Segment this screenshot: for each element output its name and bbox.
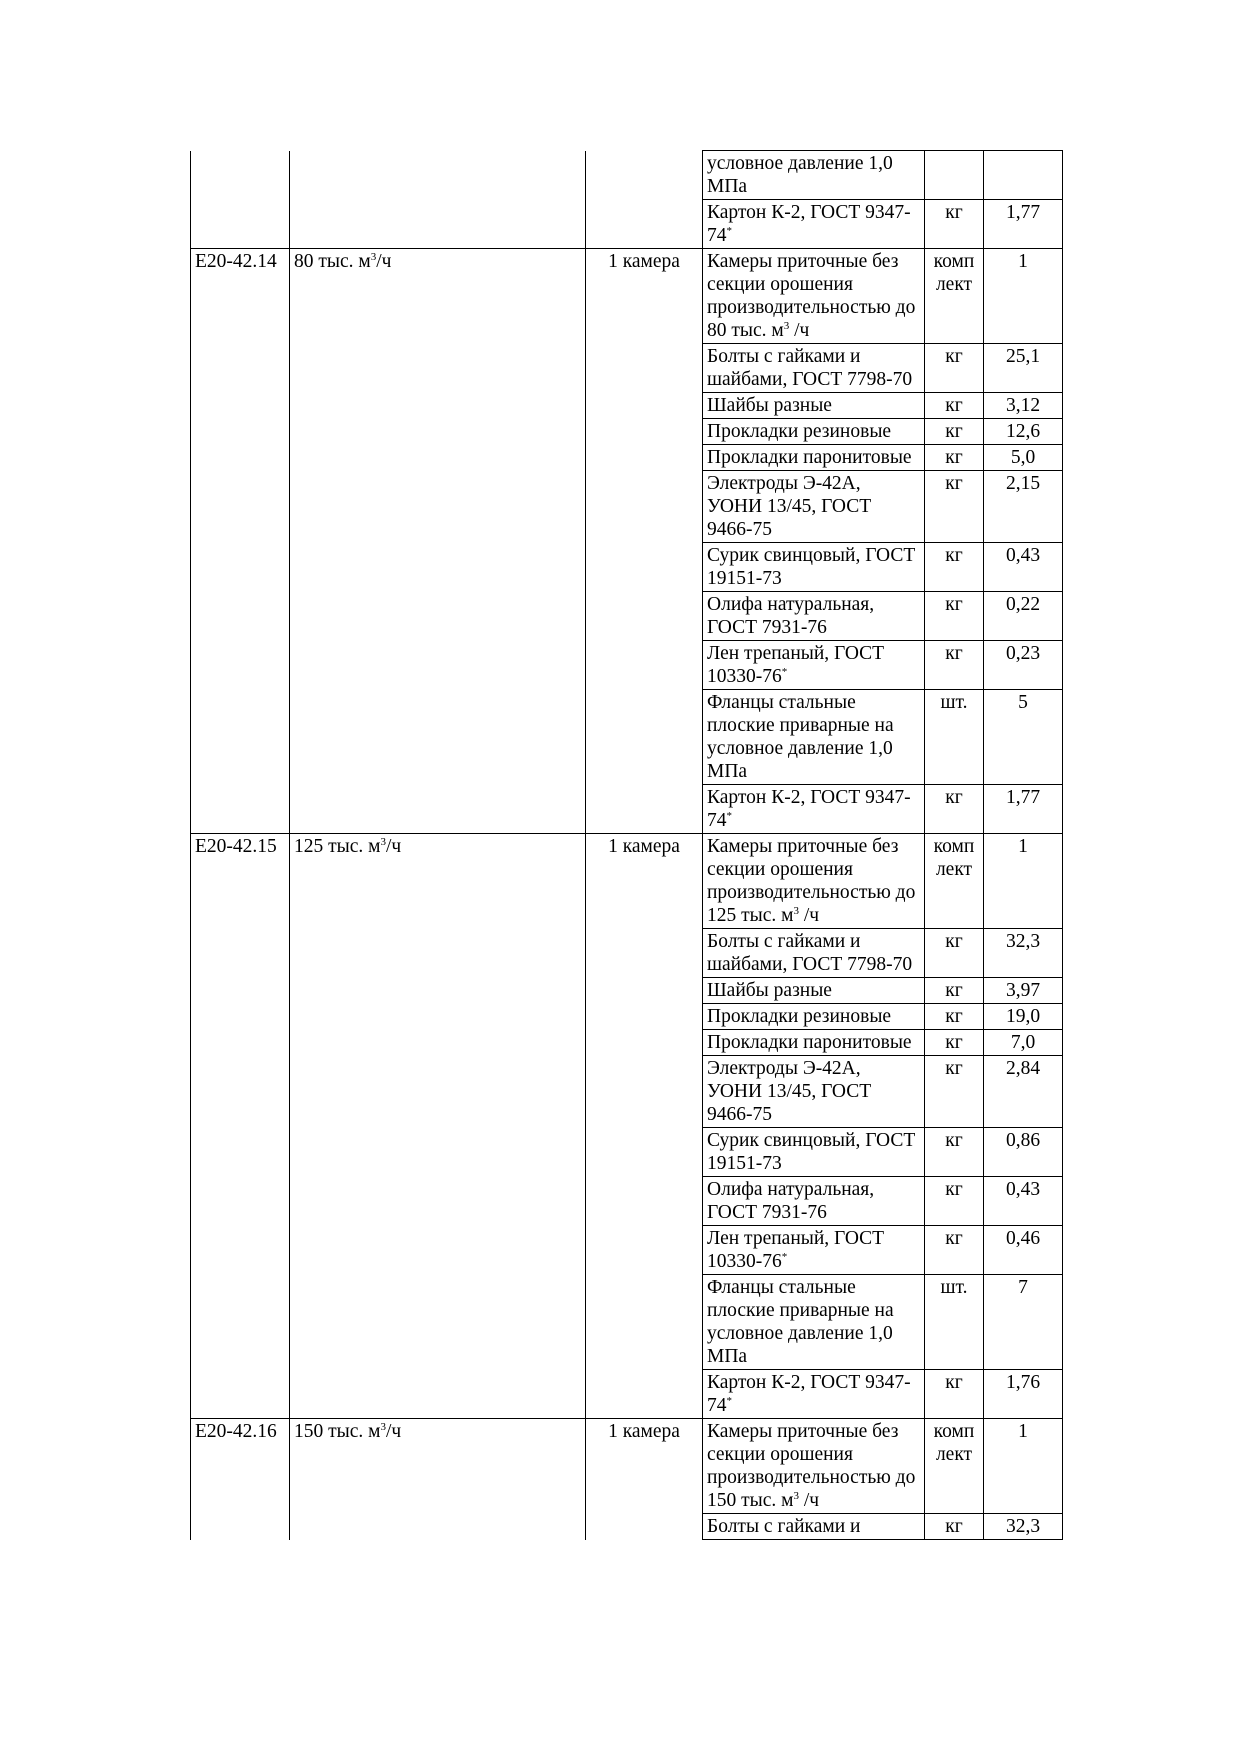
- meter-unit-cell: [586, 344, 703, 393]
- resource-name: Камеры приточные без секции орошения производительностью до 150 тыс. м: [707, 1421, 916, 1511]
- rate-code-cell: [191, 543, 290, 592]
- quantity-cell: [984, 1128, 1063, 1177]
- resource-name-cell: [703, 1030, 925, 1056]
- table-row: [191, 1275, 1063, 1370]
- work-name: 125 тыс. м: [294, 836, 381, 857]
- resource-unit-cell: [925, 592, 984, 641]
- quantity: 1,76: [1005, 1372, 1041, 1393]
- resource-unit: кг: [945, 1130, 963, 1151]
- resource-unit-cell: [925, 543, 984, 592]
- work-name-cell: [290, 1275, 586, 1370]
- resource-name: Сурик свинцовый, ГОСТ 19151-73: [707, 545, 916, 589]
- resource-name-cell: [703, 393, 925, 419]
- meter-unit: 1 камера: [608, 251, 680, 272]
- quantity-cell: [984, 1177, 1063, 1226]
- work-name-cell: [290, 249, 586, 344]
- quantity: 1,77: [1005, 787, 1041, 808]
- rate-code-cell: [191, 471, 290, 543]
- rate-code-cell: [191, 419, 290, 445]
- table-row: [191, 1056, 1063, 1128]
- rate-code-cell: [191, 785, 290, 834]
- resource-unit-cell: [925, 929, 984, 978]
- work-name-cell: [290, 419, 586, 445]
- rate-code: Е20-42.15: [195, 836, 277, 857]
- resource-name-cell: [703, 1370, 925, 1419]
- rate-code-cell: [191, 834, 290, 929]
- work-name-cell: [290, 978, 586, 1004]
- table-row: [191, 785, 1063, 834]
- work-name-cell: [290, 785, 586, 834]
- quantity-cell: [984, 344, 1063, 393]
- quantity: 0,43: [1005, 545, 1041, 566]
- resource-name-tail: /ч: [789, 320, 810, 341]
- work-name-cell: [290, 1128, 586, 1177]
- resource-superscript: *: [781, 1251, 788, 1263]
- quantity: 3,12: [1005, 395, 1041, 416]
- resource-unit: кг: [945, 421, 963, 442]
- meter-unit-cell: [586, 1004, 703, 1030]
- resource-name: Картон К-2, ГОСТ 9347-74: [707, 202, 911, 246]
- quantity-cell: [984, 1514, 1063, 1540]
- work-name-cell: [290, 393, 586, 419]
- resource-name-cell: [703, 785, 925, 834]
- quantity-cell: [984, 1275, 1063, 1370]
- resource-superscript: 3: [793, 905, 799, 917]
- quantity: 2,84: [1005, 1058, 1041, 1079]
- resource-unit: кг: [945, 545, 963, 566]
- work-name-cell: [290, 151, 586, 200]
- resource-unit: кг: [945, 1179, 963, 1200]
- resource-unit: кг: [945, 594, 963, 615]
- meter-unit: 1 камера: [608, 1421, 680, 1442]
- quantity-cell: [984, 151, 1063, 200]
- meter-unit: 1 камера: [608, 836, 680, 857]
- quantity-cell: [984, 785, 1063, 834]
- resource-name: условное давление 1,0 МПа: [707, 153, 893, 197]
- resource-name: Олифа натуральная, ГОСТ 7931-76: [707, 1179, 875, 1223]
- rate-code-cell: [191, 1056, 290, 1128]
- meter-unit-cell: [586, 151, 703, 200]
- resource-name: Электроды Э-42А, УОНИ 13/45, ГОСТ 9466-75: [707, 1058, 872, 1125]
- resource-unit: кг: [945, 787, 963, 808]
- quantity: 5: [1018, 692, 1028, 713]
- quantity: 19,0: [1005, 1006, 1041, 1027]
- resource-unit-cell: [925, 690, 984, 785]
- resource-unit-cell: [925, 1128, 984, 1177]
- table-row: [191, 1370, 1063, 1419]
- table-row: [191, 249, 1063, 344]
- resource-unit: кг: [945, 202, 963, 223]
- quantity-cell: [984, 200, 1063, 249]
- quantity-cell: [984, 1419, 1063, 1514]
- table-row: [191, 200, 1063, 249]
- resource-name-cell: [703, 1419, 925, 1514]
- resource-unit: кг: [945, 1058, 963, 1079]
- resource-name: Камеры приточные без секции орошения производительностью до 125 тыс. м: [707, 836, 916, 926]
- work-name-cell: [290, 471, 586, 543]
- rate-code-cell: [191, 1177, 290, 1226]
- resource-name-cell: [703, 344, 925, 393]
- resource-name-cell: [703, 1177, 925, 1226]
- resource-name-cell: [703, 1226, 925, 1275]
- resource-unit: комп лект: [933, 1421, 975, 1465]
- work-name: 80 тыс. м: [294, 251, 371, 272]
- meter-unit-cell: [586, 1514, 703, 1540]
- resource-unit: кг: [945, 346, 963, 367]
- work-name-superscript: 3: [380, 1421, 386, 1433]
- work-name-cell: [290, 690, 586, 785]
- norms-table-body: [191, 151, 1063, 1540]
- meter-unit-cell: [586, 1056, 703, 1128]
- resource-name-cell: [703, 978, 925, 1004]
- table-row: [191, 1128, 1063, 1177]
- rate-code-cell: [191, 690, 290, 785]
- work-name-cell: [290, 1419, 586, 1514]
- resource-name: Шайбы разные: [707, 395, 832, 416]
- quantity: 7,0: [1010, 1032, 1036, 1053]
- work-name-cell: [290, 344, 586, 393]
- resource-name-cell: [703, 445, 925, 471]
- table-row: [191, 641, 1063, 690]
- resource-name: Картон К-2, ГОСТ 9347-74: [707, 787, 911, 831]
- quantity-cell: [984, 1056, 1063, 1128]
- rate-code-cell: [191, 445, 290, 471]
- resource-superscript: *: [726, 225, 732, 237]
- resource-unit: шт.: [940, 692, 968, 713]
- resource-name-cell: [703, 1056, 925, 1128]
- quantity: 25,1: [1005, 346, 1041, 367]
- work-name-cell: [290, 445, 586, 471]
- meter-unit-cell: [586, 1419, 703, 1514]
- rate-code-cell: [191, 1128, 290, 1177]
- quantity-cell: [984, 978, 1063, 1004]
- meter-unit-cell: [586, 543, 703, 592]
- work-name-cell: [290, 1514, 586, 1540]
- resource-name: Болты с гайками и шайбами, ГОСТ 7798-70: [707, 931, 913, 975]
- table-row: [191, 344, 1063, 393]
- resource-unit: кг: [945, 447, 963, 468]
- resource-name-cell: [703, 471, 925, 543]
- meter-unit-cell: [586, 785, 703, 834]
- work-name-cell: [290, 200, 586, 249]
- resource-name-cell: [703, 1128, 925, 1177]
- quantity: 12,6: [1005, 421, 1041, 442]
- resource-unit-cell: [925, 1177, 984, 1226]
- table-row: [191, 1177, 1063, 1226]
- resource-name: Картон К-2, ГОСТ 9347-74: [707, 1372, 911, 1416]
- resource-name-cell: [703, 249, 925, 344]
- resource-unit: комп лект: [933, 251, 975, 295]
- resource-name: Камеры приточные без секции орошения производительностью до 80 тыс. м: [707, 251, 916, 341]
- meter-unit-cell: [586, 929, 703, 978]
- meter-unit-cell: [586, 978, 703, 1004]
- resource-unit-cell: [925, 445, 984, 471]
- work-name-cell: [290, 1177, 586, 1226]
- quantity-cell: [984, 1030, 1063, 1056]
- quantity: 7: [1018, 1277, 1028, 1298]
- meter-unit-cell: [586, 592, 703, 641]
- work-name-tail: /ч: [386, 836, 402, 857]
- resource-name-cell: [703, 690, 925, 785]
- quantity: 1: [1018, 251, 1028, 272]
- rate-code-cell: [191, 592, 290, 641]
- work-name-tail: /ч: [376, 251, 392, 272]
- resource-name-cell: [703, 592, 925, 641]
- work-name-cell: [290, 834, 586, 929]
- resource-superscript: *: [726, 1395, 732, 1407]
- resource-name-tail: /ч: [799, 905, 820, 926]
- resource-name: Шайбы разные: [707, 980, 832, 1001]
- rate-code-cell: [191, 1030, 290, 1056]
- resource-name: Прокладки паронитовые: [707, 447, 912, 468]
- meter-unit-cell: [586, 641, 703, 690]
- resource-name: Болты с гайками и шайбами, ГОСТ 7798-70: [707, 346, 913, 390]
- resource-unit-cell: [925, 978, 984, 1004]
- resource-name: Прокладки резиновые: [707, 421, 892, 442]
- resource-name: Лен трепаный, ГОСТ 10330-76: [707, 643, 885, 687]
- resource-superscript: *: [726, 810, 732, 822]
- resource-unit-cell: [925, 1030, 984, 1056]
- meter-unit-cell: [586, 834, 703, 929]
- resource-name-cell: [703, 1275, 925, 1370]
- resource-unit: кг: [945, 1032, 963, 1053]
- resource-unit-cell: [925, 1275, 984, 1370]
- resource-unit-cell: [925, 471, 984, 543]
- table-row: [191, 834, 1063, 929]
- resource-unit-cell: [925, 1226, 984, 1275]
- work-name-superscript: 3: [380, 836, 386, 848]
- resource-unit-cell: [925, 1514, 984, 1540]
- quantity-cell: [984, 929, 1063, 978]
- work-name-cell: [290, 543, 586, 592]
- rate-code-cell: [191, 1419, 290, 1514]
- quantity: 3,97: [1005, 980, 1041, 1001]
- resource-unit: кг: [945, 931, 963, 952]
- quantity: 1: [1018, 1421, 1028, 1442]
- table-row: [191, 929, 1063, 978]
- work-name-tail: /ч: [386, 1421, 402, 1442]
- table-row: [191, 592, 1063, 641]
- norms-table: [190, 150, 1063, 1540]
- rate-code-cell: [191, 1370, 290, 1419]
- table-row: [191, 1030, 1063, 1056]
- quantity: 0,23: [1005, 643, 1041, 664]
- meter-unit-cell: [586, 1030, 703, 1056]
- resource-unit-cell: [925, 1419, 984, 1514]
- quantity-cell: [984, 641, 1063, 690]
- table-row: [191, 471, 1063, 543]
- resource-name-cell: [703, 419, 925, 445]
- resource-name-tail: /ч: [799, 1490, 820, 1511]
- resource-name-cell: [703, 200, 925, 249]
- meter-unit-cell: [586, 393, 703, 419]
- meter-unit-cell: [586, 419, 703, 445]
- quantity: 2,15: [1005, 473, 1041, 494]
- resource-unit-cell: [925, 785, 984, 834]
- resource-unit-cell: [925, 641, 984, 690]
- quantity-cell: [984, 393, 1063, 419]
- meter-unit-cell: [586, 249, 703, 344]
- resource-name-cell: [703, 543, 925, 592]
- rate-code-cell: [191, 1004, 290, 1030]
- resource-unit-cell: [925, 344, 984, 393]
- quantity-cell: [984, 834, 1063, 929]
- meter-unit-cell: [586, 200, 703, 249]
- resource-unit: кг: [945, 643, 963, 664]
- resource-name-cell: [703, 641, 925, 690]
- resource-unit-cell: [925, 249, 984, 344]
- rate-code-cell: [191, 249, 290, 344]
- work-name-cell: [290, 1056, 586, 1128]
- quantity-cell: [984, 1370, 1063, 1419]
- table-row: [191, 1514, 1063, 1540]
- table-row: [191, 445, 1063, 471]
- table-row: [191, 151, 1063, 200]
- quantity-cell: [984, 249, 1063, 344]
- resource-name-cell: [703, 151, 925, 200]
- meter-unit-cell: [586, 1128, 703, 1177]
- resource-name: Прокладки паронитовые: [707, 1032, 912, 1053]
- quantity: 0,43: [1005, 1179, 1041, 1200]
- rate-code-cell: [191, 641, 290, 690]
- resource-name-cell: [703, 1514, 925, 1540]
- work-name-cell: [290, 1030, 586, 1056]
- resource-name: Лен трепаный, ГОСТ 10330-76: [707, 1228, 885, 1272]
- work-name-cell: [290, 592, 586, 641]
- work-name-cell: [290, 929, 586, 978]
- resource-unit: кг: [945, 473, 963, 494]
- resource-name: Фланцы стальные плоские приварные на условное давление 1,0 МПа: [707, 692, 894, 782]
- resource-name: Фланцы стальные плоские приварные на условное давление 1,0 МПа: [707, 1277, 894, 1367]
- resource-name: Сурик свинцовый, ГОСТ 19151-73: [707, 1130, 916, 1174]
- rate-code-cell: [191, 929, 290, 978]
- rate-code-cell: [191, 1226, 290, 1275]
- resource-unit: кг: [945, 1516, 963, 1537]
- meter-unit-cell: [586, 1370, 703, 1419]
- quantity-cell: [984, 445, 1063, 471]
- resource-unit: кг: [945, 1228, 963, 1249]
- resource-unit: кг: [945, 395, 963, 416]
- quantity: 0,86: [1005, 1130, 1041, 1151]
- resource-name: Олифа натуральная, ГОСТ 7931-76: [707, 594, 875, 638]
- resource-unit-cell: [925, 834, 984, 929]
- quantity-cell: [984, 471, 1063, 543]
- meter-unit-cell: [586, 445, 703, 471]
- rate-code: Е20-42.16: [195, 1421, 277, 1442]
- meter-unit-cell: [586, 690, 703, 785]
- work-name-cell: [290, 1370, 586, 1419]
- rate-code-cell: [191, 151, 290, 200]
- table-row: [191, 419, 1063, 445]
- meter-unit-cell: [586, 1177, 703, 1226]
- quantity: 5,0: [1010, 447, 1036, 468]
- quantity-cell: [984, 1004, 1063, 1030]
- table-row: [191, 393, 1063, 419]
- quantity-cell: [984, 1226, 1063, 1275]
- resource-unit: кг: [945, 1372, 963, 1393]
- resource-unit-cell: [925, 1370, 984, 1419]
- quantity: 1: [1018, 836, 1028, 857]
- quantity-cell: [984, 419, 1063, 445]
- rate-code-cell: [191, 1275, 290, 1370]
- work-name-cell: [290, 641, 586, 690]
- resource-unit-cell: [925, 151, 984, 200]
- quantity-cell: [984, 592, 1063, 641]
- resource-name: Прокладки резиновые: [707, 1006, 892, 1027]
- resource-unit-cell: [925, 419, 984, 445]
- resource-unit-cell: [925, 393, 984, 419]
- resource-name: Болты с гайками и: [707, 1516, 861, 1537]
- rate-code-cell: [191, 393, 290, 419]
- work-name-cell: [290, 1004, 586, 1030]
- resource-name-cell: [703, 834, 925, 929]
- rate-code-cell: [191, 978, 290, 1004]
- resource-superscript: *: [781, 666, 788, 678]
- resource-unit: шт.: [940, 1277, 968, 1298]
- table-row: [191, 543, 1063, 592]
- work-name-superscript: 3: [370, 251, 377, 263]
- resource-name-cell: [703, 929, 925, 978]
- resource-unit: комп лект: [933, 836, 975, 880]
- resource-superscript: 3: [793, 1490, 799, 1502]
- rate-code: Е20-42.14: [195, 251, 277, 272]
- table-row: [191, 690, 1063, 785]
- resource-name: Электроды Э-42А, УОНИ 13/45, ГОСТ 9466-75: [707, 473, 872, 540]
- table-row: [191, 978, 1063, 1004]
- table-row: [191, 1226, 1063, 1275]
- quantity: 32,3: [1005, 931, 1041, 952]
- resource-unit: кг: [945, 1006, 963, 1027]
- resource-name-cell: [703, 1004, 925, 1030]
- meter-unit-cell: [586, 471, 703, 543]
- quantity: 32,3: [1005, 1516, 1041, 1537]
- resource-unit-cell: [925, 1004, 984, 1030]
- table-row: [191, 1004, 1063, 1030]
- table-row: [191, 1419, 1063, 1514]
- resource-unit-cell: [925, 200, 984, 249]
- rate-code-cell: [191, 200, 290, 249]
- quantity: 1,77: [1005, 202, 1041, 223]
- resource-unit-cell: [925, 1056, 984, 1128]
- rate-code-cell: [191, 1514, 290, 1540]
- quantity-cell: [984, 543, 1063, 592]
- resource-superscript: 3: [783, 320, 790, 332]
- rate-code-cell: [191, 344, 290, 393]
- quantity: 0,22: [1005, 594, 1041, 615]
- quantity-cell: [984, 690, 1063, 785]
- meter-unit-cell: [586, 1226, 703, 1275]
- meter-unit-cell: [586, 1275, 703, 1370]
- resource-unit: кг: [945, 980, 963, 1001]
- work-name: 150 тыс. м: [294, 1421, 381, 1442]
- quantity: 0,46: [1005, 1228, 1041, 1249]
- work-name-cell: [290, 1226, 586, 1275]
